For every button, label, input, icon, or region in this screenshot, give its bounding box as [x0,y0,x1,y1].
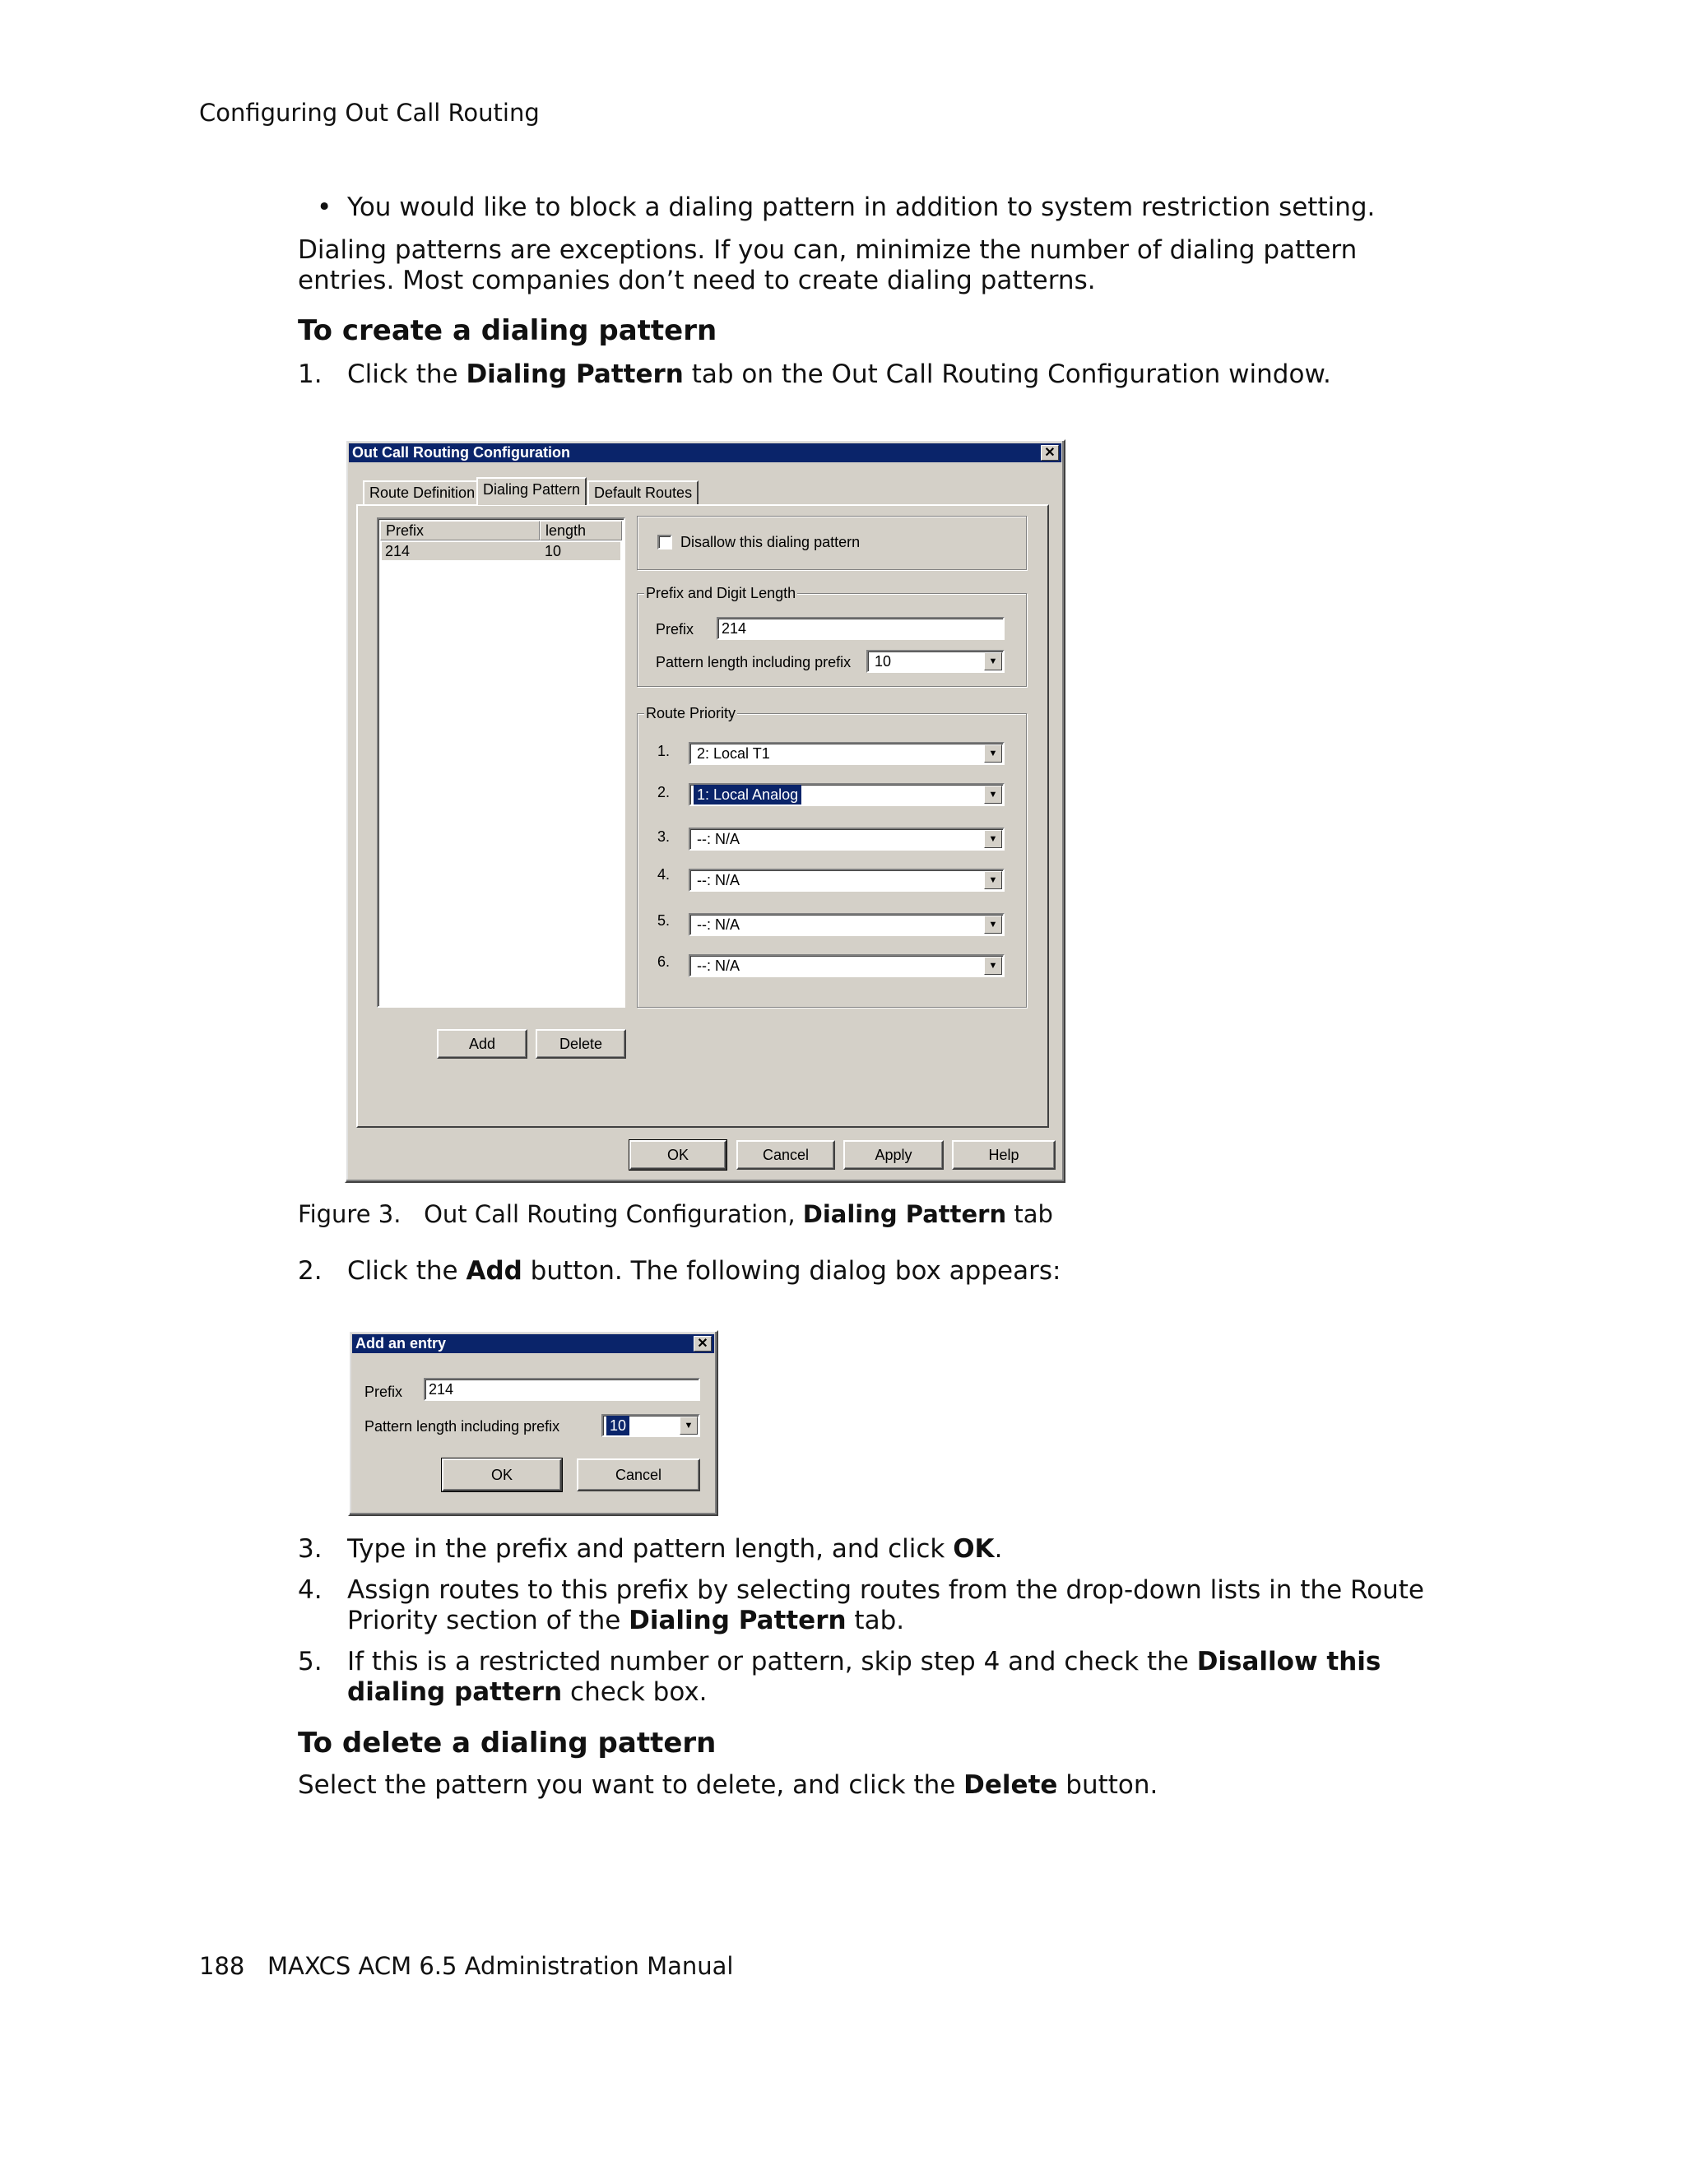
dialog-title-bar [349,443,1061,462]
list-header-prefix[interactable]: Prefix [380,521,540,540]
list-row[interactable] [382,542,620,560]
tab-default-routes[interactable]: Default Routes [587,480,699,505]
chevron-down-icon[interactable]: ▼ [984,957,1002,975]
chevron-down-icon[interactable]: ▼ [984,786,1002,804]
route-6-number: 6. [657,953,671,970]
list-row-length: 10 [545,543,562,559]
close-icon[interactable]: ✕ [1041,445,1059,461]
add-dialog-title-bar [352,1334,714,1353]
step-3 [298,1534,1002,1565]
tab-route-definition[interactable]: Route Definition [363,480,481,505]
pattern-length-label: Pattern length including prefix [656,654,852,670]
step-2-text-bold: Add [466,1256,522,1286]
step-3-text-bold: OK [953,1534,995,1564]
route-5-number: 5. [657,912,671,929]
step-1 [298,359,1331,390]
add-prefix-input[interactable]: 214 [424,1378,700,1401]
route-2-value: 1: Local Analog [694,785,801,805]
apply-button[interactable]: Apply [843,1140,944,1170]
route-2-number: 2. [657,784,671,800]
step-1-text-bold: Dialing Pattern [466,359,684,389]
route-6-value: --: N/A [697,958,740,974]
tab-dialing-pattern[interactable]: Dialing Pattern [476,477,587,505]
step-1-text-post: tab on the Out Call Routing Configuration window. [683,359,1331,389]
ok-button[interactable]: OK [629,1140,726,1170]
step-5-number: 5. [298,1647,323,1676]
step-3-text-post: . [994,1534,1003,1564]
route-4-value: --: N/A [697,872,740,888]
add-prefix-label: Prefix [364,1384,403,1400]
disallow-checkbox[interactable] [657,535,672,549]
step-5-line2-post: check box. [562,1677,708,1707]
route-5-select[interactable] [689,913,1005,936]
step-2-number: 2. [298,1256,323,1286]
step-2 [298,1256,1061,1287]
route-5-value: --: N/A [697,916,740,933]
add-cancel-button[interactable]: Cancel [577,1458,700,1491]
route-3-value: --: N/A [697,831,740,847]
chevron-down-icon[interactable]: ▼ [984,652,1002,670]
disallow-group [637,516,1027,570]
step-1-number: 1. [298,359,323,389]
intro-bullet: You would like to block a dialing pattern in addition to system restriction setting. [347,192,1376,222]
step-3-number: 3. [298,1534,323,1564]
add-length-select[interactable] [601,1414,700,1437]
figure-number: Figure 3. [298,1200,402,1228]
intro-para-line1: Dialing patterns are exceptions. If you can, minimize the number of dialing pattern [298,235,1358,265]
prefix-input[interactable]: 214 [717,617,1005,640]
delete-heading: To delete a dialing pattern [298,1727,717,1760]
delete-button[interactable]: Delete [536,1029,626,1059]
route-3-number: 3. [657,828,671,845]
footer [199,1952,733,1980]
prefix-list[interactable] [377,517,625,1008]
chevron-down-icon[interactable]: ▼ [984,916,1002,934]
chevron-down-icon[interactable]: ▼ [680,1417,698,1435]
route-4-number: 4. [657,866,671,883]
step-4-line2-post: tab. [846,1606,905,1635]
figure-caption-bold: Dialing Pattern [802,1200,1007,1228]
step-2-text-post: button. The following dialog box appears: [522,1256,1061,1286]
add-length-label: Pattern length including prefix [364,1418,560,1435]
dialog-title: Out Call Routing Configuration [352,444,570,461]
step-5 [298,1647,1381,1677]
add-entry-dialog [348,1330,718,1516]
delete-text-pre: Select the pattern you want to delete, and click the [298,1770,964,1800]
bullet-dot: • [317,192,332,222]
list-header-length[interactable]: length [540,521,622,540]
chevron-down-icon[interactable]: ▼ [984,744,1002,763]
add-length-value: 10 [606,1416,629,1435]
step-2-text-pre: Click the [347,1256,467,1286]
route-group-title: Route Priority [646,705,736,721]
prefix-label: Prefix [656,621,694,638]
chevron-down-icon[interactable]: ▼ [984,830,1002,848]
step-5-line2 [347,1677,708,1708]
step-4-number: 4. [298,1575,323,1605]
route-4-select[interactable] [689,869,1005,892]
step-5-line2-bold: dialing pattern [347,1677,563,1707]
route-3-select[interactable] [689,828,1005,851]
intro-para-line2: entries. Most companies don’t need to create dialing patterns. [298,266,1096,295]
delete-text-bold: Delete [963,1770,1058,1800]
add-ok-button[interactable]: OK [442,1458,562,1491]
prefix-digit-group [637,585,1027,687]
prefix-group-title: Prefix and Digit Length [646,585,796,601]
route-priority-group [637,705,1027,1008]
figure-caption-pre: Out Call Routing Configuration, [424,1200,803,1228]
step-5-line1-pre: If this is a restricted number or pattern, skip step 4 and check the [347,1647,1197,1676]
cancel-button[interactable]: Cancel [736,1140,835,1170]
route-1-select[interactable] [689,742,1005,765]
route-6-select[interactable] [689,954,1005,977]
figure-3-caption [298,1199,1053,1230]
pattern-length-select[interactable] [866,650,1005,673]
pattern-length-value: 10 [875,653,892,670]
delete-text-post: button. [1057,1770,1158,1800]
figure-caption-post: tab [1006,1200,1053,1228]
tab-panel [356,504,1049,1128]
delete-instructions [298,1770,1158,1801]
chevron-down-icon[interactable]: ▼ [984,871,1002,889]
step-4-line2-bold: Dialing Pattern [629,1606,847,1635]
step-3-text-pre: Type in the prefix and pattern length, and click [347,1534,954,1564]
step-4 [298,1575,1424,1606]
list-row-prefix: 214 [385,543,411,559]
add-button[interactable]: Add [437,1029,527,1059]
create-heading: To create a dialing pattern [298,314,717,347]
add-dialog-title: Add an entry [355,1335,447,1352]
step-5-line1-bold: Disallow this [1196,1647,1381,1676]
page-number: 188 [199,1952,245,1980]
manual-title: MAXCS ACM 6.5 Administration Manual [267,1952,734,1980]
out-call-routing-dialog [345,439,1065,1183]
step-4-line2 [347,1606,904,1636]
step-4-line2-pre: Priority section of the [347,1606,629,1635]
route-1-value: 2: Local T1 [697,745,770,762]
step-1-text-pre: Click the [347,359,467,389]
disallow-label: Disallow this dialing pattern [680,534,861,550]
close-icon[interactable]: ✕ [694,1336,712,1352]
running-header: Configuring Out Call Routing [199,99,540,127]
route-2-select[interactable] [689,783,1005,806]
step-4-line1: Assign routes to this prefix by selecting routes from the drop-down lists in the Route [347,1575,1424,1605]
help-button[interactable]: Help [952,1140,1056,1170]
route-1-number: 1. [657,743,671,759]
